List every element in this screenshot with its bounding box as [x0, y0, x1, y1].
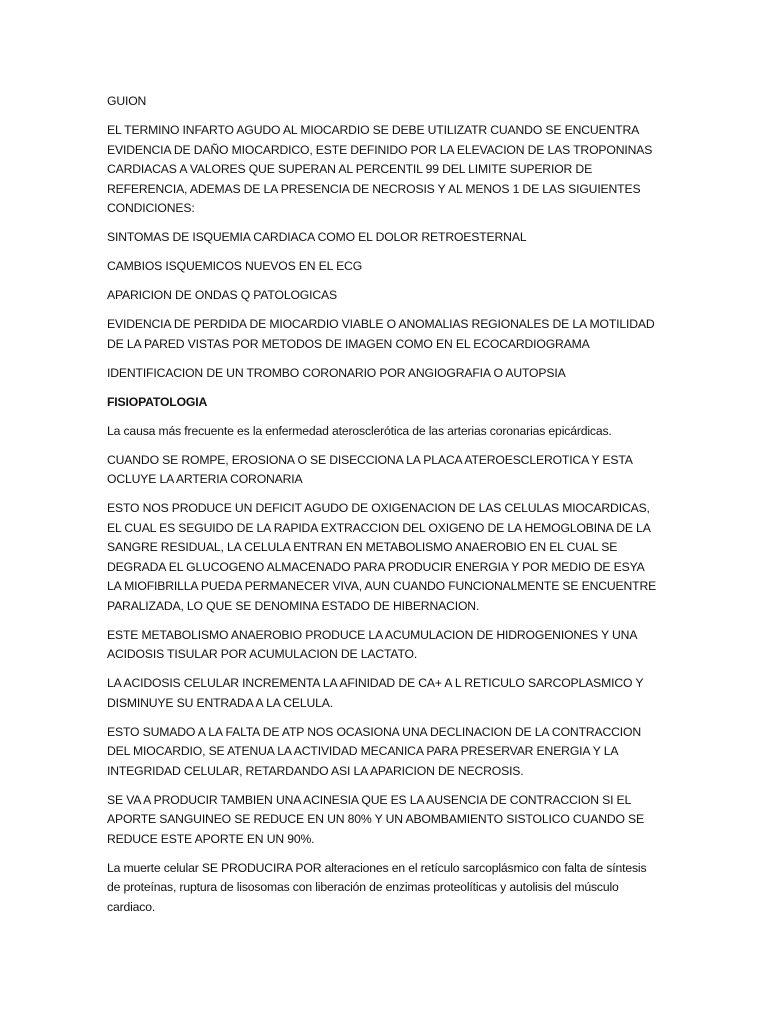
body-paragraph: SE VA A PRODUCIR TAMBIEN UNA ACINESIA QUE ES LA AUSENCIA DE CONTRACCION SI EL APORTE SANGUINEO SE REDUCE EN UN 80% Y UN ABOMBAMIENTO SISTOLICO CUANDO SE REDUCE ESTE APORTE EN UN 90%.: [107, 792, 645, 846]
condition-item: IDENTIFICACION DE UN TROMBO CORONARIO POR ANGIOGRAFIA O AUTOPSIA: [107, 365, 566, 380]
intro-paragraph: EL TERMINO INFARTO AGUDO AL MIOCARDIO SE DEBE UTILIZATR CUANDO SE ENCUENTRA EVIDENCIA DE DAÑO MIOCARDICO, ESTE DEFINIDO POR LA ELEVACION DE LAS TROPONINAS CARDIACAS A VALORES QUE SUPERAN AL PERCENTIL 99 DEL LIMITE SUPERIOR DE REFERENCIA, ADEMAS DE LA PRESENCIA DE NECROSIS Y AL MENOS 1 DE LAS SIGUIENTES CONDICIONES:: [107, 123, 653, 215]
body-paragraph: CUANDO SE ROMPE, EROSIONA O SE DISECCIONA LA PLACA ATEROESCLEROTICA Y ESTA OCLUYE LA ARTERIA CORONARIA: [107, 452, 633, 486]
body-paragraph: ESTE METABOLISMO ANAEROBIO PRODUCE LA ACUMULACION DE HIDROGENIONES Y UNA ACIDOSIS TISULAR POR ACUMULACION DE LACTATO.: [107, 627, 637, 661]
condition-item: CAMBIOS ISQUEMICOS NUEVOS EN EL ECG: [107, 259, 363, 273]
body-paragraph: ESTO NOS PRODUCE UN DEFICIT AGUDO DE OXIGENACION DE LAS CELULAS MIOCARDICAS, EL CUAL ES SEGUIDO DE LA RAPIDA EXTRACCION DEL OXIGENO DE LA HEMOGLOBINA DE LA SANGRE RESIDUAL, LA CELULA ENTRAN EN METABOLISMO ANAEROBIO EN EL CUAL SE DEGRADA EL GLUCOGENO ALMACENADO PARA PRODUCIR ENERGIA Y POR MEDIO DE ESYA LA MIOFIBRILLA PUEDA PERMANECER VIVA, AUN CUANDO FUNCIONALMENTE SE ENCUENTRE PARALIZADA, LO QUE SE DENOMINA ESTADO DE HIBERNACION.: [107, 501, 657, 613]
body-paragraph: La muerte celular SE PRODUCIRA POR alteraciones en el retículo sarcoplásmico con falta de síntesis de proteínas, ruptura de lisosomas con liberación de enzimas proteolíticas y autolisis del músculo cardiaco.: [107, 860, 647, 914]
condition-item: APARICION DE ONDAS Q PATOLOGICAS: [107, 288, 337, 302]
document-title: GUION: [107, 94, 147, 108]
document-body: [107, 92, 659, 927]
body-paragraph: LA ACIDOSIS CELULAR INCREMENTA LA AFINIDAD DE CA+ A L RETICULO SARCOPLASMICO Y DISMINUYE SU ENTRADA A LA CELULA.: [107, 676, 644, 710]
body-paragraph: La causa más frecuente es la enfermedad aterosclerótica de las arterias coronarias epicárdicas.: [107, 423, 612, 438]
condition-item: EVIDENCIA DE PERDIDA DE MIOCARDIO VIABLE O ANOMALIAS REGIONALES DE LA MOTILIDAD DE LA PARED VISTAS POR METODOS DE IMAGEN COMO EN EL ECOCARDIOGRAMA: [107, 317, 655, 351]
section-heading: FISIOPATOLOGIA: [107, 394, 208, 409]
body-paragraph: ESTO SUMADO A LA FALTA DE ATP NOS OCASIONA UNA DECLINACION DE LA CONTRACCION DEL MIOCARDIO, SE ATENUA LA ACTIVIDAD MECANICA PARA PRESERVAR ENERGIA Y LA INTEGRIDAD CELULAR, RETARDANDO ASI LA APARICION DE NECROSIS.: [107, 724, 642, 778]
condition-item: SINTOMAS DE ISQUEMIA CARDIACA COMO EL DOLOR RETROESTERNAL: [107, 230, 527, 244]
